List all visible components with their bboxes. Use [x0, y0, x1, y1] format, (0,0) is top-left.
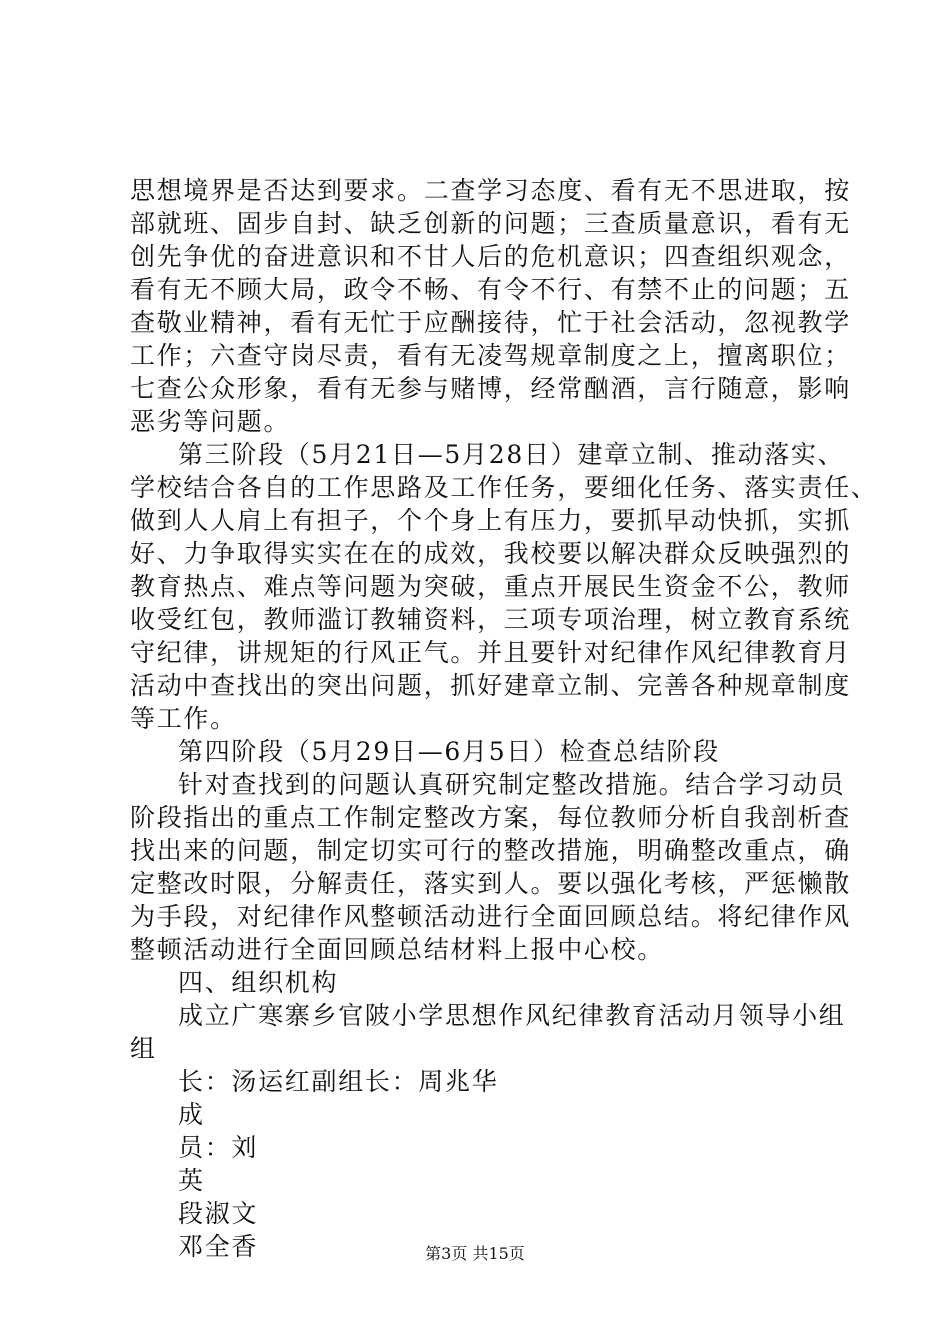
text-line: 阶段指出的重点工作制定整改方案，每位教师分析自我剖析查	[130, 803, 851, 832]
text-line: 工作；六查守岗尽责，看有无凌驾规章制度之上，擅离职位；	[130, 341, 851, 370]
text-line: 七查公众形象，看有无参与赌博，经常酗酒，言行随意，影响	[130, 374, 851, 403]
text-line: 找出来的问题，制定切实可行的整改措施，明确整改重点，确	[130, 836, 851, 865]
text-line: 看有无不顾大局，政令不畅、有令不行、有禁不止的问题；五	[130, 275, 851, 304]
paragraph-stage-four: 针对查找到的问题认真研究制定整改措施。结合学习动员	[178, 770, 846, 799]
page-number-footer: 第3页 共15页	[425, 1244, 525, 1263]
text-line: 活动中查找出的突出问题，抓好建章立制、完善各种规章制度	[130, 671, 851, 700]
text-line: 学校结合各自的工作思路及工作任务，要细化任务、落实责任、	[130, 473, 878, 502]
text-line: 定整改时限，分解责任，落实到人。要以强化考核，严惩懒散	[130, 869, 851, 898]
text-line: 做到人人肩上有担子，个个身上有压力，要抓早动快抓，实抓	[130, 506, 851, 535]
leader-line: 长：汤运红副组长：周兆华	[178, 1067, 499, 1096]
text-line: 成	[178, 1100, 205, 1129]
text-line: 收受红包，教师滥订教辅资料，三项专项治理，树立教育系统	[130, 605, 851, 634]
heading-stage-four: 第四阶段（5月29日—6月5日）检查总结阶段	[178, 737, 720, 766]
text-line: 查敬业精神，看有无忙于应酬接待，忙于社会活动，忽视教学	[130, 308, 851, 337]
text-line: 守纪律，讲规矩的行风正气。并且要针对纪律作风纪律教育月	[130, 638, 851, 667]
member-line: 英	[178, 1166, 205, 1195]
text-line: 恶劣等问题。	[130, 407, 291, 436]
paragraph-stage-three: 第三阶段（5月21日—5月28日）建章立制、推动落实、	[178, 440, 845, 469]
section-heading-organization: 四、组织机构	[178, 968, 339, 997]
text-line: 整顿活动进行全面回顾总结材料上报中心校。	[130, 935, 665, 964]
text-line: 好、力争取得实实在在的成效，我校要以解决群众反映强烈的	[130, 539, 851, 568]
paragraph-organization: 成立广寒寨乡官陂小学思想作风纪律教育活动月领导小组	[178, 1001, 846, 1030]
text-line: 创先争优的奋进意识和不甘人后的危机意识；四查组织观念，	[130, 242, 851, 271]
member-line: 邓全香	[178, 1232, 259, 1261]
text-line: 等工作。	[130, 704, 237, 733]
member-line: 员：刘	[178, 1133, 259, 1162]
member-line: 段淑文	[178, 1199, 259, 1228]
text-line: 组	[130, 1034, 157, 1063]
text-line: 教育热点、难点等问题为突破，重点开展民生资金不公，教师	[130, 572, 851, 601]
text-line: 部就班、固步自封、缺乏创新的问题；三查质量意识，看有无	[130, 209, 851, 238]
document-body	[130, 174, 878, 1263]
text-line: 思想境界是否达到要求。二查学习态度、看有无不思进取，按	[130, 176, 851, 205]
text-line: 为手段，对纪律作风整顿活动进行全面回顾总结。将纪律作风	[130, 902, 851, 931]
